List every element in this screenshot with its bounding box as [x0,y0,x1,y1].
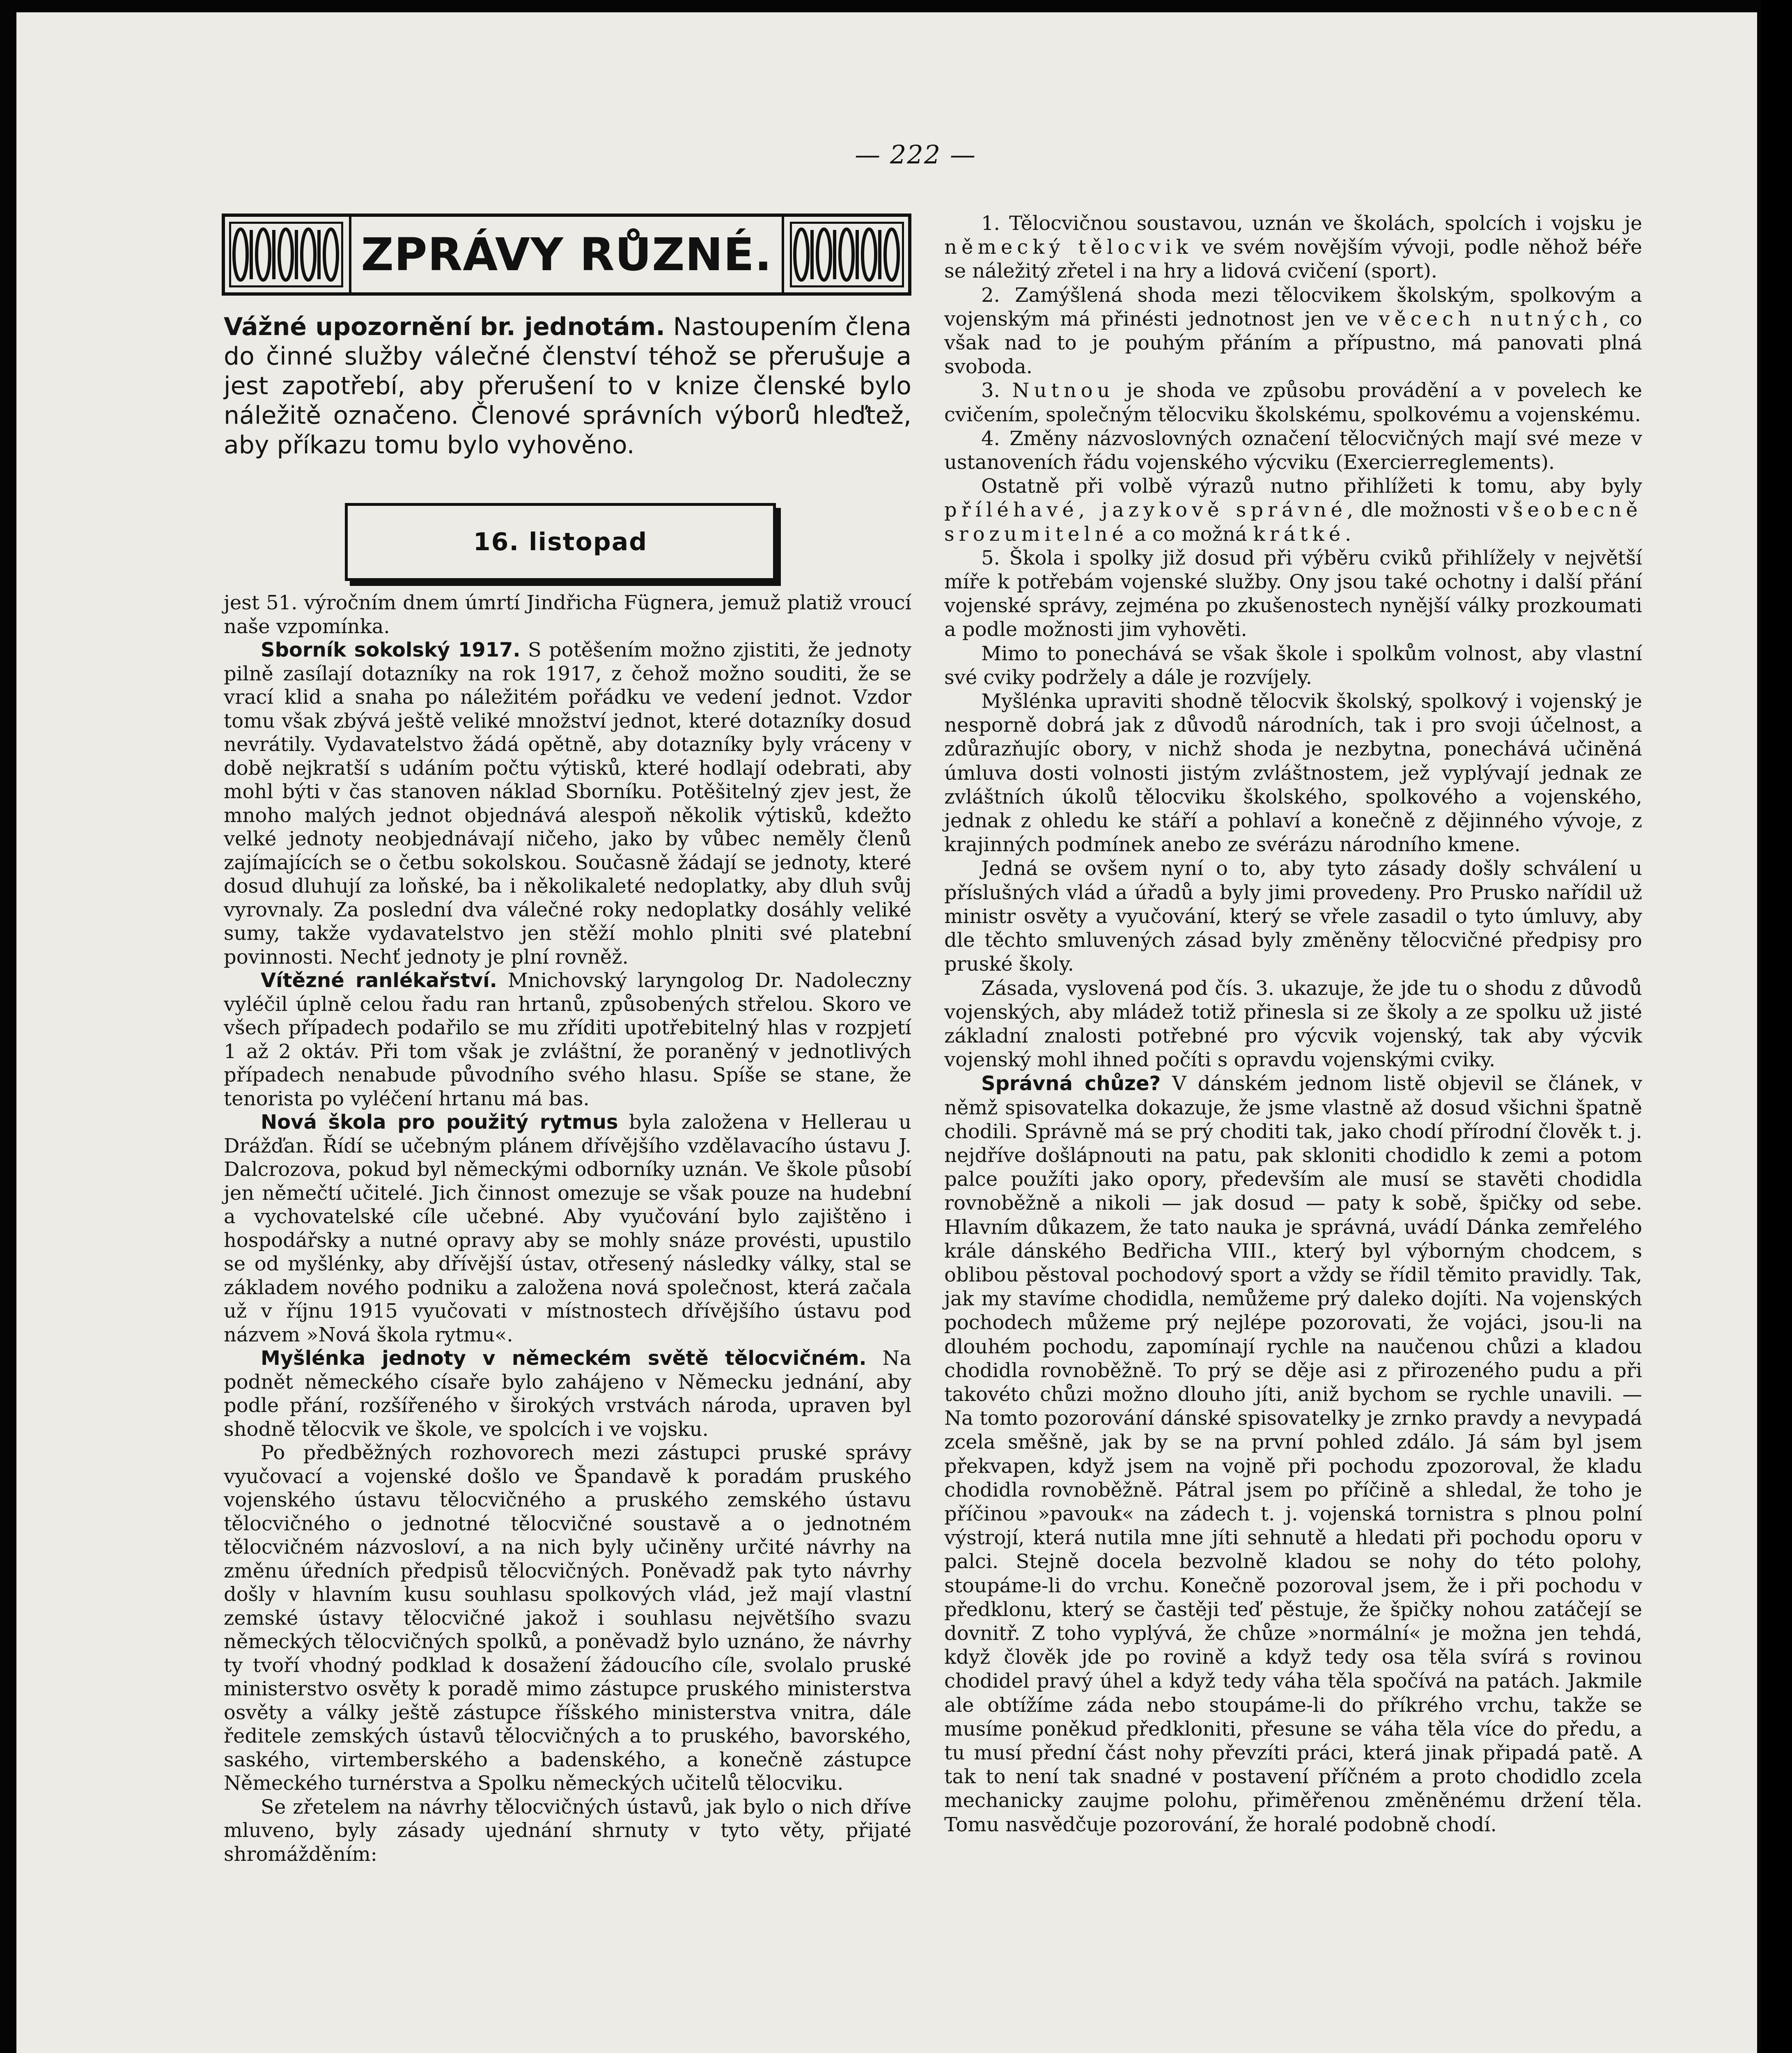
list-item: 4. Změny názvoslovných označení tělocvičných mají své meze v ustanoveních řádu vojenského výcviku (Exercierreglements). [944,427,1642,474]
article-title: Sborník sokolský 1917. [261,638,521,661]
article-paragraph: Jedná se ovšem nyní o to, aby tyto zásady došly schválení u příslušných vlád a úřadů a byly jimi provedeny. Pro Prusko nařídil už ministr osvěty a vyučování, který se vřele zasadil o tyto úmluvy, aby dle těchto smluvených zásad byly změněny tělocvičné předpisy pro pruské školy. [944,857,1642,976]
article-paragraph: Mimo to ponechává se však škole i spolkům volnost, aby vlastní své cviky podržely a dále je rozvíjely. [944,642,1642,689]
right-column [944,211,1642,1837]
list-item: 2. Zamýšlená shoda mezi tělocvikem školským, spolkovým a vojenským má přinésti jednotnost jen ve věcech nutných, co však nad to je pouhým přáním a přípustno, má panovati plná svoboda. [944,283,1643,379]
page [16,12,1757,2053]
list-item: 1. Tělocvičnou soustavou, uznán ve školách, spolcích i vojsku je německý tělocvik ve svém novějším vývoji, podle něhož béře se náležitý zřetel i na hry a lidová cvičení (sport). [944,212,1643,283]
article-paragraph: Vítězné ranlékařství. Mnichovský laryngolog Dr. Nadoleczny vyléčil úplně celou řadu ran hrtanů, způsobených střelou. Skoro ve všech případech podařilo se mu zříditi upotřebitelný hlas v rozpjetí 1 až 2 oktáv. Při tom však je zvláštní, že poraněný v jednotlivých případech nenabude původního svého hlasu. Spíše se stane, že tenorista po vyléčení hrtanu má bas. [224,969,911,1110]
ornament-right-icon [790,222,904,287]
article-paragraph: Ostatně při volbě výrazů nutno přihlížeti k tomu, aby byly příléhavé, jazykově správné, dle možnosti všeobecně srozumitelné a co možná krátké. [944,475,1642,546]
article-paragraph: Po předběžných rozhovorech mezi zástupci pruské správy vyučovací a vojenské došlo ve Špandavě k poradám pruského vojenského ústavu tělocvičného a pruského zemského ústavu tělocvičného o jednotné tělocvičné soustavě a o jednotném tělocvičném názvosloví, a na nich byly učiněny určité návrhy na změnu úředních předpisů tělocvičných. Poněvadž pak tyto návrhy došly v hlavním kusu souhlasu spolkových vlád, jež mají vlastní zemské ústavy tělocvičné jakož i souhlasu největšího svazu německých tělocvičných spolků, a poněvadž bylo uznáno, že návrhy ty tvoří vhodný podklad k dosažení žádoucího cíle, svolalo pruské ministerstvo osvěty k poradě mimo zástupce pruského ministerstva osvěty a války ještě zástupce říšského ministerstva vnitra, dále ředitele zemských ústavů tělocvičných a to pruského, bavorského, saského, virtemberského a badenského, a konečně zástupce Německého turnérstva a Spolku německých učitelů tělocviku. [224,1441,911,1795]
article-title: Nová škola pro použitý rytmus [261,1111,618,1134]
article-title: Vítězné ranlékařství. [261,969,497,992]
lead-text: Nastoupením člena do činné služby válečné členství téhož se přerušuje a jest zapotřebí, aby přerušení to v knize členské bylo náležitě označeno. Členové správních výborů hleďtež, aby příkazu tomu bylo vyhověno. [224,312,911,459]
article-paragraph: Správná chůze? V dánském jednom listě objevil se článek, v němž spisovatelka dokazuje, že jsme vlastně až dosud všichni špatně chodili. Správně má se prý choditi tak, jako chodí přírodní člověk t. j. nejdříve došlápnouti na patu, pak skloniti chodidlo k zemi a potom palce použíti jako opory, především ale musí se stavěti chodidla rovnoběžně a nikoli — jak dosud — paty k sobě, špičky od sebe. Hlavním důkazem, že tato nauka je správná, uvádí Dánka zemřelého krále dánského Bedřicha VIII., který byl výborným chodcem, s oblibou pěstoval pochodový sport a vždy se řídil těmito pravidly. Tak, jak my stavíme chodidla, nemůžeme prý daleko dojíti. Na vojenských pochodech můžeme prý nejlépe pozorovati, že vojáci, jsou-li na dlouhém pochodu, zapomínají rychle na naučenou chůzi a kladou chodidla rovnoběžně. To prý se děje asi z přirozeného pudu a při takovéto chůzi možno dlouho jíti, aniž bychom se rychle unavili. — Na tomto pozorování dánské spisovatelky je zrnko pravdy a nevypadá zcela směšně, jak by se na první pohled zdálo. Já sám byl jsem překvapen, když jsem na vojně při pochodu zpozoroval, že kladu chodidla rovnoběžně. Pátral jsem po příčině a shledal, že toho je příčinou »pavouk« na zádech t. j. vojenská tornistra s plnou polní výstrojí, která nutila mne jíti sehnutě a hledati při pochodu oporu v palci. Stejně docela bezvolně kladou se nohy do této polohy, stoupáme-li do vrchu. Konečně pozoroval jsem, že i při pochodu v předklonu, který se častěji teď pěstuje, že špičky nohou zatáčejí se dovnitř. Z toho vyplývá, že chůze »normální« je možna jen tehdá, když člověk jde po rovině a když tedy osa těla svírá s rovinou chodidel pravý úhel a když tedy váha těla spočívá na patách. Jakmile ale obtížíme záda nebo stoupáme-li do příkrého vrchu, takže se musíme poněkud předkloniti, přesune se váha těla více do předu, a tu musí přední část nohy převzíti práci, která jinak připadá patě. A tak to není tak snadné v postavení příčném a proto chodidlo zcela mechanicky zaujme polohu, přiměřenou změněnému držení těla. Tomu nasvědčuje pozorování, že horalé podobně chodí. [944,1072,1642,1836]
article-title: Myšlénka jednoty v německém světě tělocvičném. [261,1347,867,1370]
article-paragraph: Sborník sokolský 1917. S potěšením možno zjistiti, že jednoty pilně zasílají dotazníky na rok 1917, z čehož možno souditi, že se vrací klid a snaha po náležitém pořádku ve vedení jednot. Vzdor tomu však zbývá ještě veliké množství jednot, které dotazníky dosud nevrátily. Vydavatelstvo žádá opětně, aby dotazníky byly vráceny v době nejkratší s udáním počtu výtisků, které hodlají odebrati, aby mohl býti v čas stanoven náklad Sborníku. Potěšitelný zjev jest, že mnoho malých jednot objednává alespoň několik výtisků, kdežto velké jednoty neobjednávají ničeho, jako by vůbec neměly členů zajímajících se o četbu sokolskou. Současně žádají se jednoty, které dosud dluhují za loňské, ba i několikaleté nedoplatky, aby dluh svůj vyrovnaly. Za poslední dva válečné roky nedoplatky dosáhly veliké sumy, takže vydavatelstvo jen stěží mohlo plniti své platební povinnosti. Nechť jednoty je plní rovněž. [224,638,912,969]
article-paragraph: Se zřetelem na návrhy tělocvičných ústavů, jak bylo o nich dříve mluveno, byly zásady ujednání shrnuty v tyto věty, přijaté shromážděním: [224,1795,911,1866]
list-item: 5. Škola i spolky již dosud při výběru cviků přihlížely v největší míře k potřebám vojenské služby. Ony jsou také ochotny i další přání vojenské správy, zejména po zkušenostech nynější války prozkoumati a podle možnosti jim vyhověti. [944,546,1642,641]
list-item: 3. Nutnou je shoda ve způsobu provádění a v povelech ke cvičením, společným tělocviku školskému, spolkovému a vojenskému. [944,379,1643,426]
article-title: Správná chůze? [981,1072,1161,1095]
date-box [345,503,776,581]
article-paragraph: Myšlénka upraviti shodně tělocvik školský, spolkový i vojenský je nesporně dobrá jak z důvodů národních, tak i pro svoji účelnost, a zdůrazňujíc obory, v nichž shoda je nezbytna, ponechává učiněná úmluva dosti volnosti jistým zvláštnostem, jež vyplývají jednak ze zvláštních úkolů tělocviku školského, spolkového a vojenského, jednak z ohledu ke stáří a pohlaví a konečně z dějinného vývoje, z krajinných podmínek anebo ze svérázu národního kmene. [944,690,1642,857]
section-title: ZPRÁVY RŮZNÉ. [349,217,784,292]
article-paragraph: Nová škola pro použitý rytmus byla založena v Hellerau u Drážďan. Řídí se učebným plánem dřívějšího vzdělavacího ústavu J. Dalcrozova, pokud byl německými odborníky uznán. Ve škole působí jen němečtí učitelé. Jich činnost omezuje se však pouze na hudební a vychovatelské cíle učebné. Aby vyučování bylo zajištěno i hospodářsky a nutné opravy aby se mohly snáze provésti, upustilo se od myšlénky, aby dřívější ústav, otřesený následky války, stal se základem nového podniku a založena nová společnost, která začala už v říjnu 1915 vyučovati v místnostech dřívějšího ústavu pod názvem »Nová škola rytmu«. [224,1111,912,1346]
lead-notice [224,312,911,460]
page-number: — 222 — [855,140,976,170]
date-label: 16. listopad [473,528,648,556]
lead-title: Vážné upozornění br. jednotám. [224,312,665,341]
article-paragraph: Myšlénka jednoty v německém světě tělocvičném. Na podnět německého císaře bylo zahájeno v Německu jednání, aby podle přání, rozšířeného v širokých vrstvách národa, upraven byl shodně tělocvik ve škole, ve spolcích i ve vojsku. [224,1347,911,1441]
scan-border [1761,0,1792,2053]
ornament-left-icon [229,222,343,287]
section-heading-box [222,214,911,296]
article-paragraph: Zásada, vyslovená pod čís. 3. ukazuje, že jde tu o shodu z důvodů vojenských, aby mládež totiž přinesla si ze školy a ze spolku už jisté základní znalosti potřebné pro výcvik vojenský, tak aby výcvik vojenský mohl ihned počíti s opravdu vojenskými cviky. [944,976,1642,1072]
article-paragraph: jest 51. výročním dnem úmrtí Jindřicha Fügnera, jemuž platiž vroucí naše vzpomínka. [224,591,911,638]
left-column [224,591,911,1866]
